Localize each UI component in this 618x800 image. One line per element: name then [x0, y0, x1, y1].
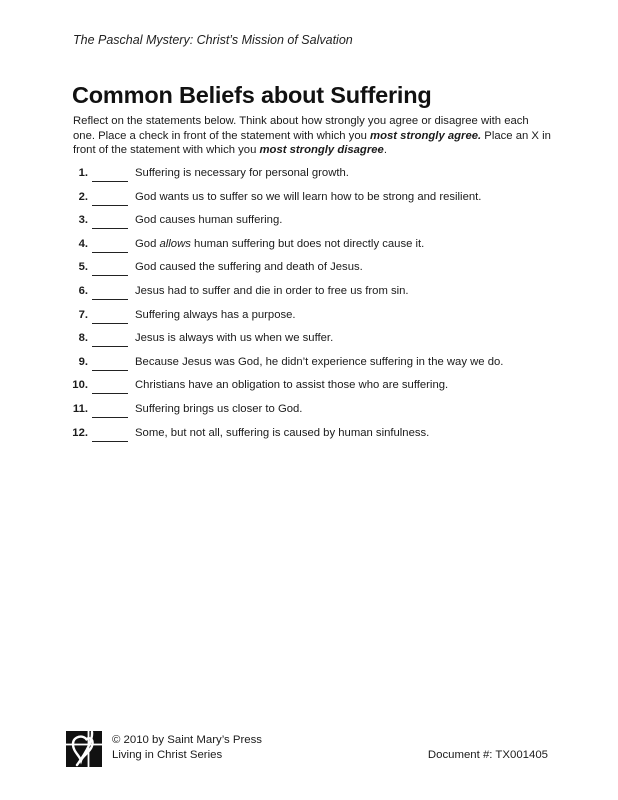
statement-text — [135, 260, 363, 274]
statement-text — [135, 190, 481, 204]
statement-text-pre: Suffering brings us closer to God. — [135, 402, 303, 415]
instructions-part1: Reflect on the statements below. Think about how strongly you agree or disagree with each one. Place a check in front of the statement with which you — [73, 115, 529, 142]
instructions-part3: . — [383, 144, 387, 157]
statement-number: 12. — [72, 426, 88, 439]
answer-blank — [92, 430, 128, 442]
statement-text-pre: Because Jesus was God, he didn’t experience suffering in the way we do. — [135, 355, 504, 368]
statement-text — [135, 237, 424, 251]
statement-text-pre: God causes human suffering. — [135, 214, 283, 227]
statement-text — [135, 331, 333, 345]
statement-text-pre: Suffering is necessary for personal growth. — [135, 167, 349, 179]
document-number: Document #: TX001405 — [427, 749, 548, 761]
statement-number: 9. — [78, 355, 88, 368]
statement-number: 6. — [78, 284, 88, 297]
statement-text — [135, 213, 282, 227]
answer-blank — [92, 288, 128, 300]
answer-blank — [92, 312, 128, 324]
statement-text-pre: Some, but not all, suffering is caused by human sinfulness. — [135, 426, 430, 439]
answer-blank — [92, 382, 128, 394]
statement-number: 3. — [78, 214, 88, 227]
statement-row — [61, 426, 566, 440]
answer-blank — [92, 241, 128, 253]
statement-row — [61, 260, 566, 274]
statement-text — [135, 355, 503, 369]
instructions-emphasis-disagree: most strongly disagree — [259, 144, 384, 157]
statement-text-pre: Suffering always has a purpose. — [135, 308, 296, 321]
answer-blank — [92, 194, 128, 206]
statement-number: 4. — [78, 237, 88, 250]
statement-row — [61, 331, 566, 345]
statement-row — [61, 402, 566, 416]
instructions-part2: Place an X in front of the statement with which you — [73, 129, 551, 157]
page-title: Common Beliefs about Suffering — [72, 82, 432, 108]
statement-text — [135, 284, 409, 298]
statement-text-pre: God — [135, 237, 160, 250]
statement-number: 11. — [72, 402, 88, 415]
statement-text-italic: allows — [159, 237, 191, 250]
statement-row — [61, 213, 566, 227]
statement-number: 7. — [78, 308, 88, 321]
answer-blank — [92, 406, 128, 418]
saint-marys-press-logo — [66, 731, 102, 767]
answer-blank — [92, 170, 128, 182]
statement-text — [135, 378, 448, 392]
statement-number: 1. — [78, 167, 88, 179]
statement-row — [61, 378, 566, 392]
statement-row — [61, 355, 566, 369]
course-header: The Paschal Mystery: Christ’s Mission of Salvation — [73, 33, 353, 47]
statement-text-pre: Jesus is always with us when we suffer. — [135, 332, 334, 345]
statement-number: 2. — [78, 190, 88, 203]
instructions-emphasis-agree: most strongly agree. — [370, 129, 482, 142]
statement-text-pre: Christians have an obligation to assist those who are suffering. — [135, 379, 449, 392]
instructions — [73, 114, 552, 158]
footer-text — [112, 733, 262, 763]
statement-list — [61, 166, 566, 449]
answer-blank — [92, 217, 128, 229]
statement-text — [135, 426, 429, 440]
statement-number: 8. — [78, 332, 88, 345]
statement-row — [61, 237, 566, 251]
statement-number: 5. — [78, 261, 88, 274]
answer-blank — [92, 264, 128, 276]
statement-text-post: human suffering but does not directly cause it. — [190, 237, 425, 250]
statement-text — [135, 166, 349, 180]
statement-text-pre: Jesus had to suffer and die in order to free us from sin. — [135, 284, 409, 297]
footer-copyright: © 2010 by Saint Mary’s Press — [112, 734, 262, 746]
heart-cross-logo-icon — [66, 731, 102, 767]
statement-text — [135, 308, 296, 322]
statement-row — [61, 284, 566, 298]
statement-number: 10. — [72, 379, 88, 392]
answer-blank — [92, 335, 128, 347]
statement-row — [61, 190, 566, 204]
statement-text-pre: God caused the suffering and death of Jesus. — [135, 261, 363, 274]
statement-text-pre: God wants us to suffer so we will learn how to be strong and resilient. — [135, 190, 482, 203]
answer-blank — [92, 359, 128, 371]
statement-text — [135, 402, 302, 416]
statement-row — [61, 308, 566, 322]
statement-row — [61, 166, 566, 180]
footer-series: Living in Christ Series — [112, 749, 223, 761]
